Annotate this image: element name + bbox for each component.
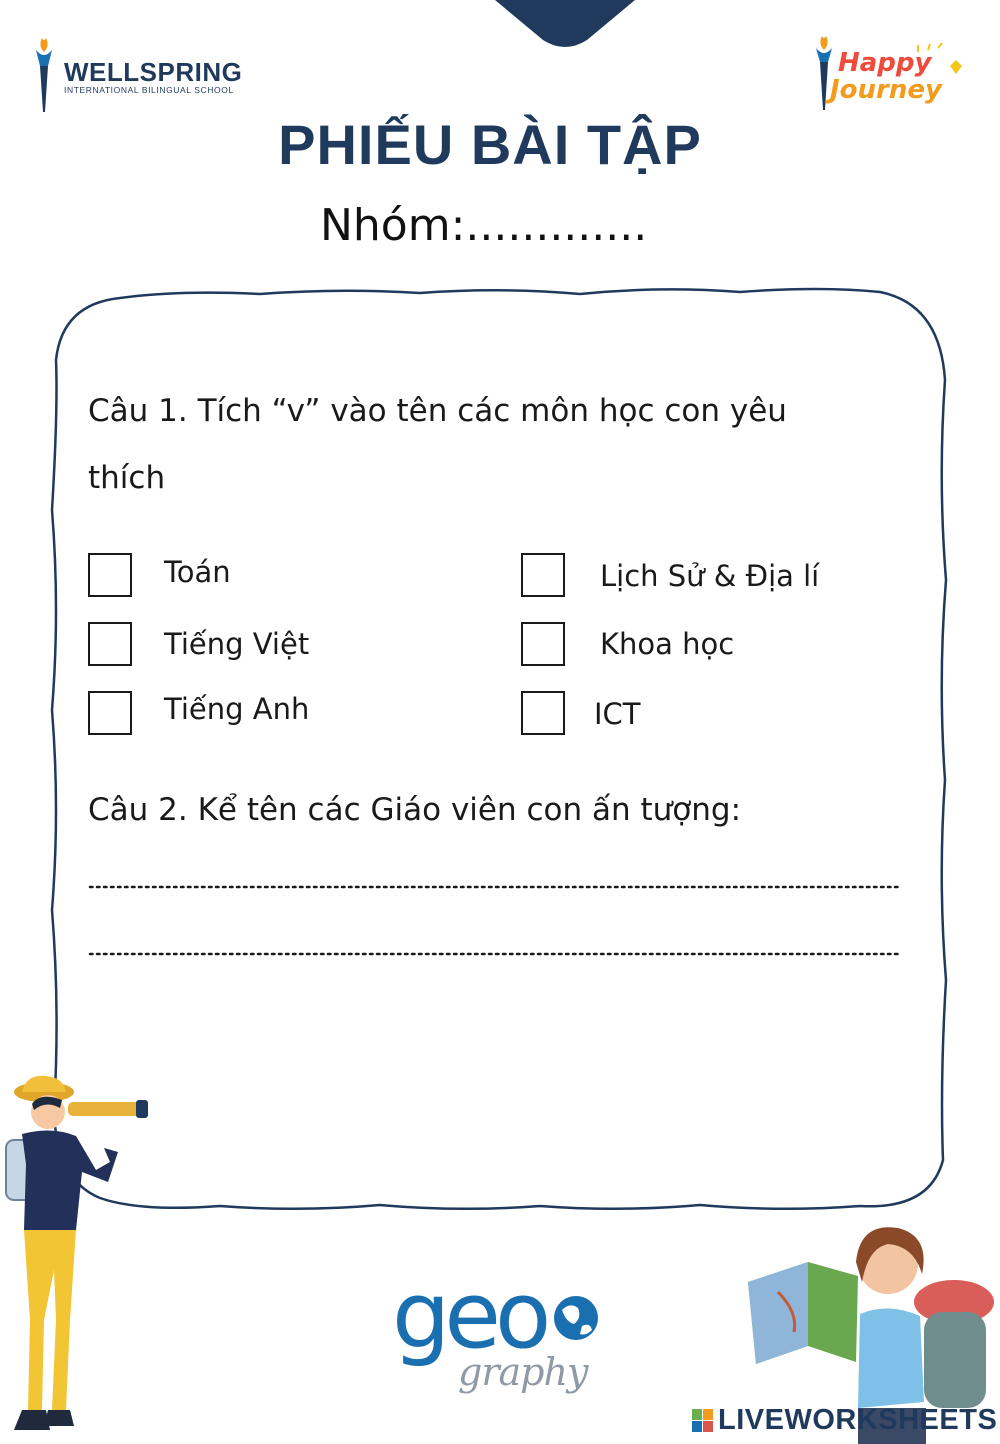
answer-line-1[interactable]	[88, 884, 904, 890]
liveworksheets-logo-icon	[692, 1409, 714, 1433]
option-label-lich-su-dia-li: Lịch Sử & Địa lí	[600, 559, 820, 593]
checkbox-tieng-anh[interactable]	[88, 691, 132, 735]
explorer-boy-illustration	[0, 1070, 160, 1444]
page-title: PHIẾU BÀI TẬP	[278, 113, 702, 176]
checkbox-lich-su-dia-li[interactable]	[521, 553, 565, 597]
top-notch-decoration	[495, 0, 635, 48]
checkbox-khoa-hoc[interactable]	[521, 622, 565, 666]
group-label: Nhóm:.............	[320, 200, 648, 251]
question2-text: Câu 2. Kể tên các Giáo viên con ấn tượng:	[88, 792, 742, 828]
option-label-tieng-anh: Tiếng Anh	[164, 692, 310, 726]
geography-logo-main: geo	[392, 1262, 546, 1369]
option-label-toan: Toán	[164, 555, 231, 589]
happy-journey-logo-line1: Happy	[838, 48, 932, 78]
wellspring-logo-subtitle: INTERNATIONAL BILINGUAL SCHOOL	[64, 85, 234, 95]
wellspring-logo-name: WELLSPRING	[64, 57, 243, 87]
liveworksheets-watermark: LIVEWORKSHEETS	[718, 1404, 998, 1436]
happy-journey-logo-line2: Journey	[830, 75, 942, 105]
checkbox-ict[interactable]	[521, 691, 565, 735]
option-label-tieng-viet: Tiếng Việt	[164, 627, 310, 661]
question1-text-line2: thích	[88, 460, 166, 496]
answer-line-2[interactable]	[88, 951, 904, 957]
option-label-khoa-hoc: Khoa học	[600, 627, 735, 661]
checkbox-tieng-viet[interactable]	[88, 622, 132, 666]
checkbox-toan[interactable]	[88, 553, 132, 597]
question1-text-line1: Câu 1. Tích “v” vào tên các môn học con yêu	[88, 393, 787, 429]
option-label-ict: ICT	[594, 697, 641, 731]
geography-logo-sub: graphy	[458, 1350, 588, 1394]
